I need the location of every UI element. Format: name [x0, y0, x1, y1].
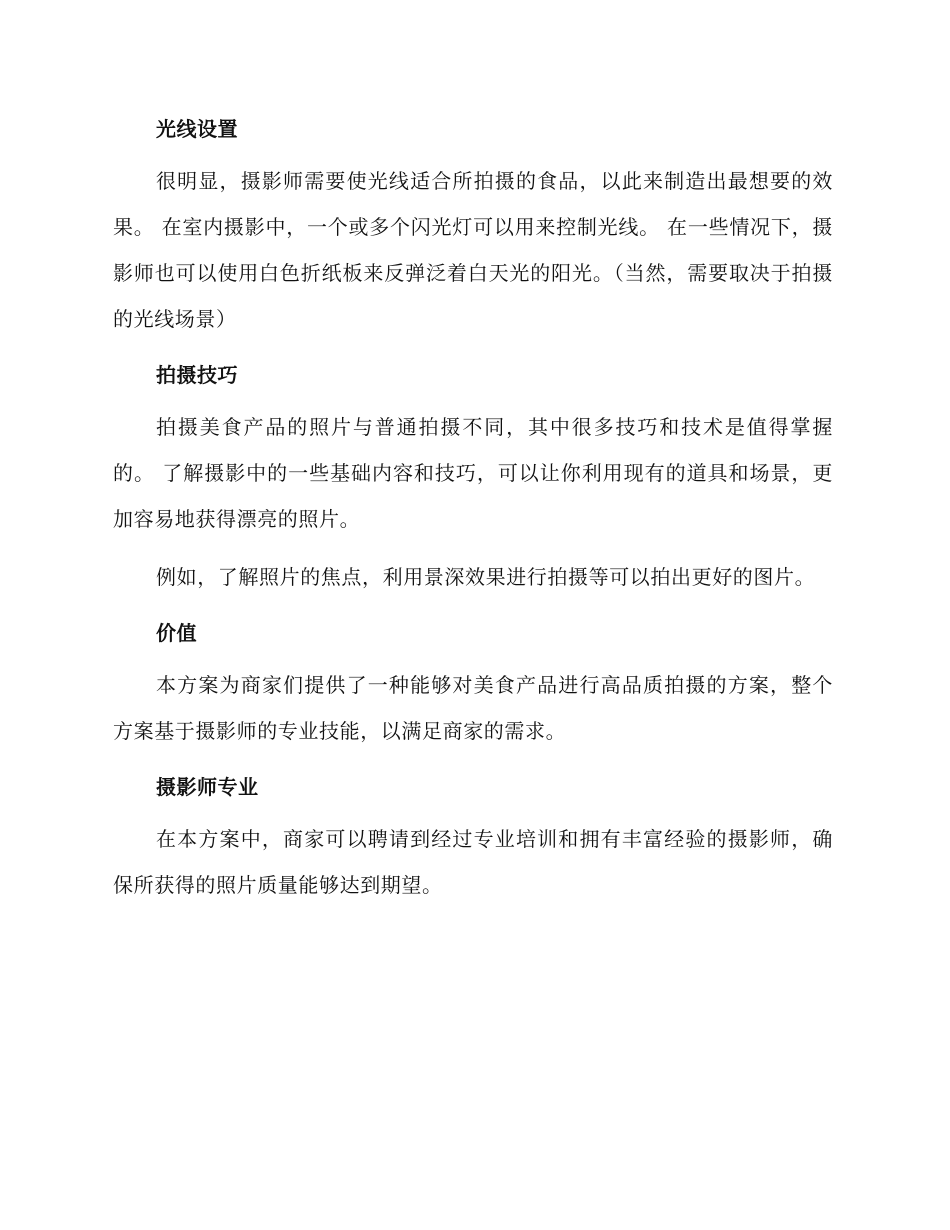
- paragraph-lighting: 很明显，摄影师需要使光线适合所拍摄的食品，以此来制造出最想要的效果。 在室内摄影中，一个或多个闪光灯可以用来控制光线。 在一些情况下，摄影师也可以使用白色折纸板来反弹泛着白天光的阳光。（当然，需要取决于拍摄的光线场景）: [113, 169, 833, 331]
- paragraph-techniques-1: 拍摄美食产品的照片与普通拍摄不同，其中很多技巧和技术是值得掌握的。 了解摄影中的一些基础内容和技巧，可以让你利用现有的道具和场景，更加容易地获得漂亮的照片。: [113, 415, 833, 531]
- paragraph-professional: 在本方案中，商家可以聘请到经过专业培训和拥有丰富经验的摄影师，确保所获得的照片质量能够达到期望。: [113, 827, 833, 897]
- paragraph-techniques-2: 例如，了解照片的焦点，利用景深效果进行拍摄等可以拍出更好的图片。: [156, 565, 816, 589]
- section-heading-techniques: 拍摄技巧: [156, 363, 238, 387]
- document-body: [113, 108, 833, 920]
- section-heading-professional: 摄影师专业: [156, 775, 259, 799]
- paragraph-value: 本方案为商家们提供了一种能够对美食产品进行高品质拍摄的方案，整个方案基于摄影师的专业技能，以满足商家的需求。: [113, 673, 833, 743]
- section-heading-lighting: 光线设置: [156, 117, 238, 141]
- section-heading-value: 价值: [156, 621, 197, 645]
